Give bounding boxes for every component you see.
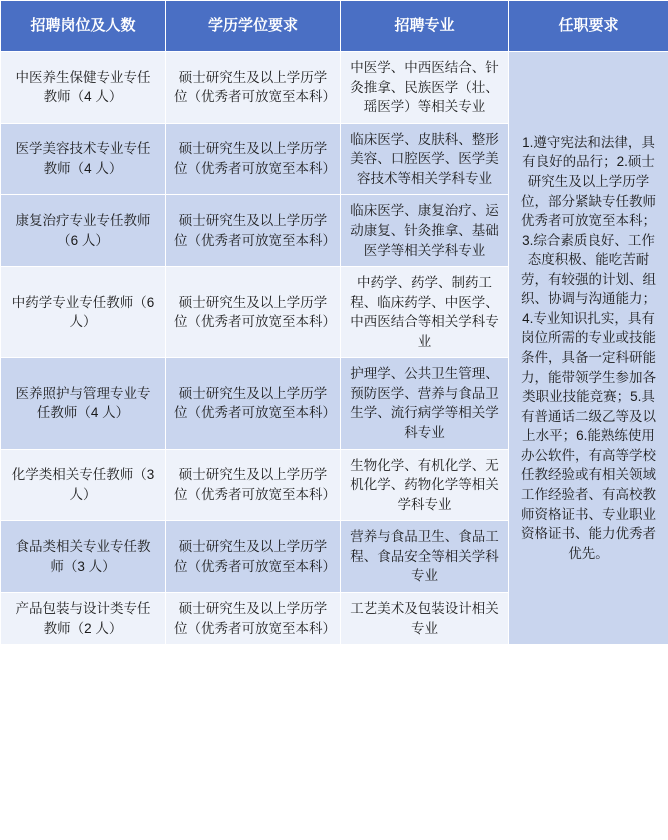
table-body [1, 52, 668, 645]
column-header-major: 招聘专业 [341, 1, 509, 52]
cell-education: 硕士研究生及以上学历学位（优秀者可放宽至本科） [166, 195, 341, 267]
cell-education: 硕士研究生及以上学历学位（优秀者可放宽至本科） [166, 123, 341, 195]
cell-education: 硕士研究生及以上学历学位（优秀者可放宽至本科） [166, 52, 341, 124]
column-header-requirements: 任职要求 [509, 1, 668, 52]
table-header [1, 1, 668, 52]
table-header-row [1, 1, 668, 52]
cell-education: 硕士研究生及以上学历学位（优秀者可放宽至本科） [166, 449, 341, 521]
cell-major: 生物化学、有机化学、无机化学、药物化学等相关学科专业 [341, 449, 509, 521]
column-header-education: 学历学位要求 [166, 1, 341, 52]
cell-education: 硕士研究生及以上学历学位（优秀者可放宽至本科） [166, 358, 341, 449]
cell-education: 硕士研究生及以上学历学位（优秀者可放宽至本科） [166, 521, 341, 593]
cell-major: 工艺美术及包装设计相关专业 [341, 592, 509, 644]
cell-major: 中医学、中西医结合、针灸推拿、民族医学（壮、瑶医学）等相关专业 [341, 52, 509, 124]
cell-education: 硕士研究生及以上学历学位（优秀者可放宽至本科） [166, 592, 341, 644]
table-row [1, 52, 668, 124]
cell-position: 中药学专业专任教师（6 人） [1, 267, 166, 358]
cell-major: 护理学、公共卫生管理、预防医学、营养与食品卫生学、流行病学等相关学科专业 [341, 358, 509, 449]
column-header-position: 招聘岗位及人数 [1, 1, 166, 52]
cell-position: 化学类相关专任教师（3 人） [1, 449, 166, 521]
cell-major: 营养与食品卫生、食品工程、食品安全等相关学科专业 [341, 521, 509, 593]
cell-position: 食品类相关专业专任教师（3 人） [1, 521, 166, 593]
cell-position: 康复治疗专业专任教师（6 人） [1, 195, 166, 267]
cell-major: 临床医学、皮肤科、整形美容、口腔医学、医学美容技术等相关学科专业 [341, 123, 509, 195]
cell-position: 中医养生保健专业专任教师（4 人） [1, 52, 166, 124]
requirements-text: 1.遵守宪法和法律，具有良好的品行；2.硕士研究生及以上学历学位，部分紧缺专任教师优秀者可放宽至本科；3.综合素质良好、工作态度积极、能吃苦耐劳，有较强的计划、组织、协调与沟通能力；4.专业知识扎实，具有岗位所需的专业或技能条件，具备一定科研能力，能带领学生参加各类职业技能竞赛；5.具有普通话二级乙等及以上水平；6.能熟练使用办公软件，有高等学校任教经验或有相关领域工作经验者、有高校教师资格证书、专业职业资格证书、能力优秀者优先。 [521, 134, 656, 561]
cell-position: 产品包装与设计类专任教师（2 人） [1, 592, 166, 644]
cell-position: 医养照护与管理专业专任教师（4 人） [1, 358, 166, 449]
cell-major: 临床医学、康复治疗、运动康复、针灸推拿、基础医学等相关学科专业 [341, 195, 509, 267]
cell-education: 硕士研究生及以上学历学位（优秀者可放宽至本科） [166, 267, 341, 358]
cell-requirements [509, 52, 668, 645]
cell-major: 中药学、药学、制药工程、临床药学、中医学、中西医结合等相关学科专业 [341, 267, 509, 358]
cell-position: 医学美容技术专业专任教师（4 人） [1, 123, 166, 195]
